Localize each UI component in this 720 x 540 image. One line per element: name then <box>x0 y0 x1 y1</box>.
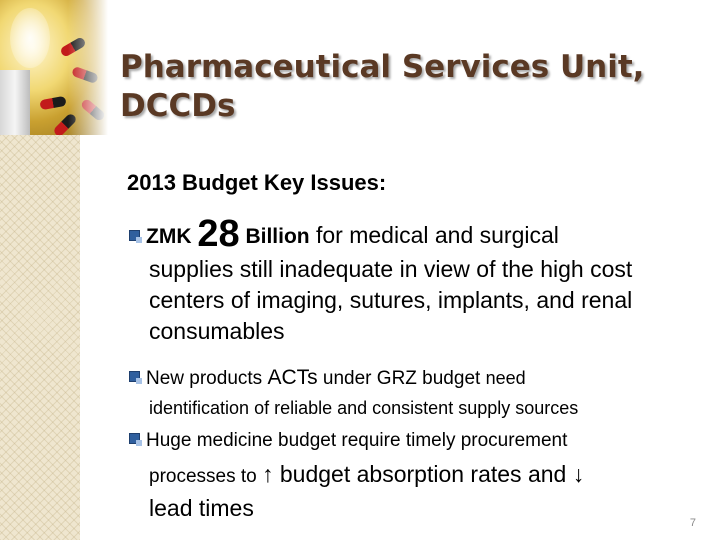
down-arrow-icon: ↓ <box>572 461 585 487</box>
amount-unit: Billion <box>239 225 310 248</box>
pill-icon <box>39 96 66 110</box>
slide-title <box>120 48 710 126</box>
budget-amount: 28 <box>197 213 240 255</box>
square-bullet-icon <box>129 371 140 382</box>
bullet-3-cont-a: processes to <box>149 466 262 487</box>
bullet-3-cont-b: budget absorption rates and <box>273 461 573 487</box>
square-bullet-icon <box>129 433 140 444</box>
pills-photo <box>0 0 108 135</box>
bullet-2-text-a: New products <box>146 368 268 389</box>
bottle-cap <box>0 70 30 135</box>
bullet-2-need: need <box>485 368 526 388</box>
title-line-1: Pharmaceutical Services Unit, <box>120 49 645 85</box>
bullet-item-1 <box>129 213 559 256</box>
bullet-3-continuation-2: lead times <box>149 495 254 521</box>
bullet-item-2 <box>129 366 526 390</box>
bottle-highlight <box>10 8 50 68</box>
decorative-side-strip <box>0 135 80 540</box>
section-heading: 2013 Budget Key Issues: <box>127 170 387 195</box>
bullet-1-continuation: supplies still inadequate in view of the high cost centers of imaging, sutures, implants, and renal consumables <box>149 256 633 344</box>
acts-label: ACTs <box>267 366 318 389</box>
bullet-3-continuation <box>149 461 584 488</box>
bullet-2-text-b: under GRZ budget <box>317 368 486 389</box>
bullet-item-3 <box>129 430 567 452</box>
title-line-2: DCCDs <box>120 88 236 124</box>
currency-label: ZMK <box>146 225 198 248</box>
up-arrow-icon: ↑ <box>262 461 274 487</box>
page-number: 7 <box>689 517 696 529</box>
bullet-1-text: for medical and surgical <box>309 222 559 248</box>
bullet-3-text: Huge medicine budget require timely procurement <box>146 430 568 451</box>
photo-fade <box>68 0 108 135</box>
bullet-2-continuation: identification of reliable and consistent supply sources <box>149 398 579 418</box>
square-bullet-icon <box>129 230 140 241</box>
